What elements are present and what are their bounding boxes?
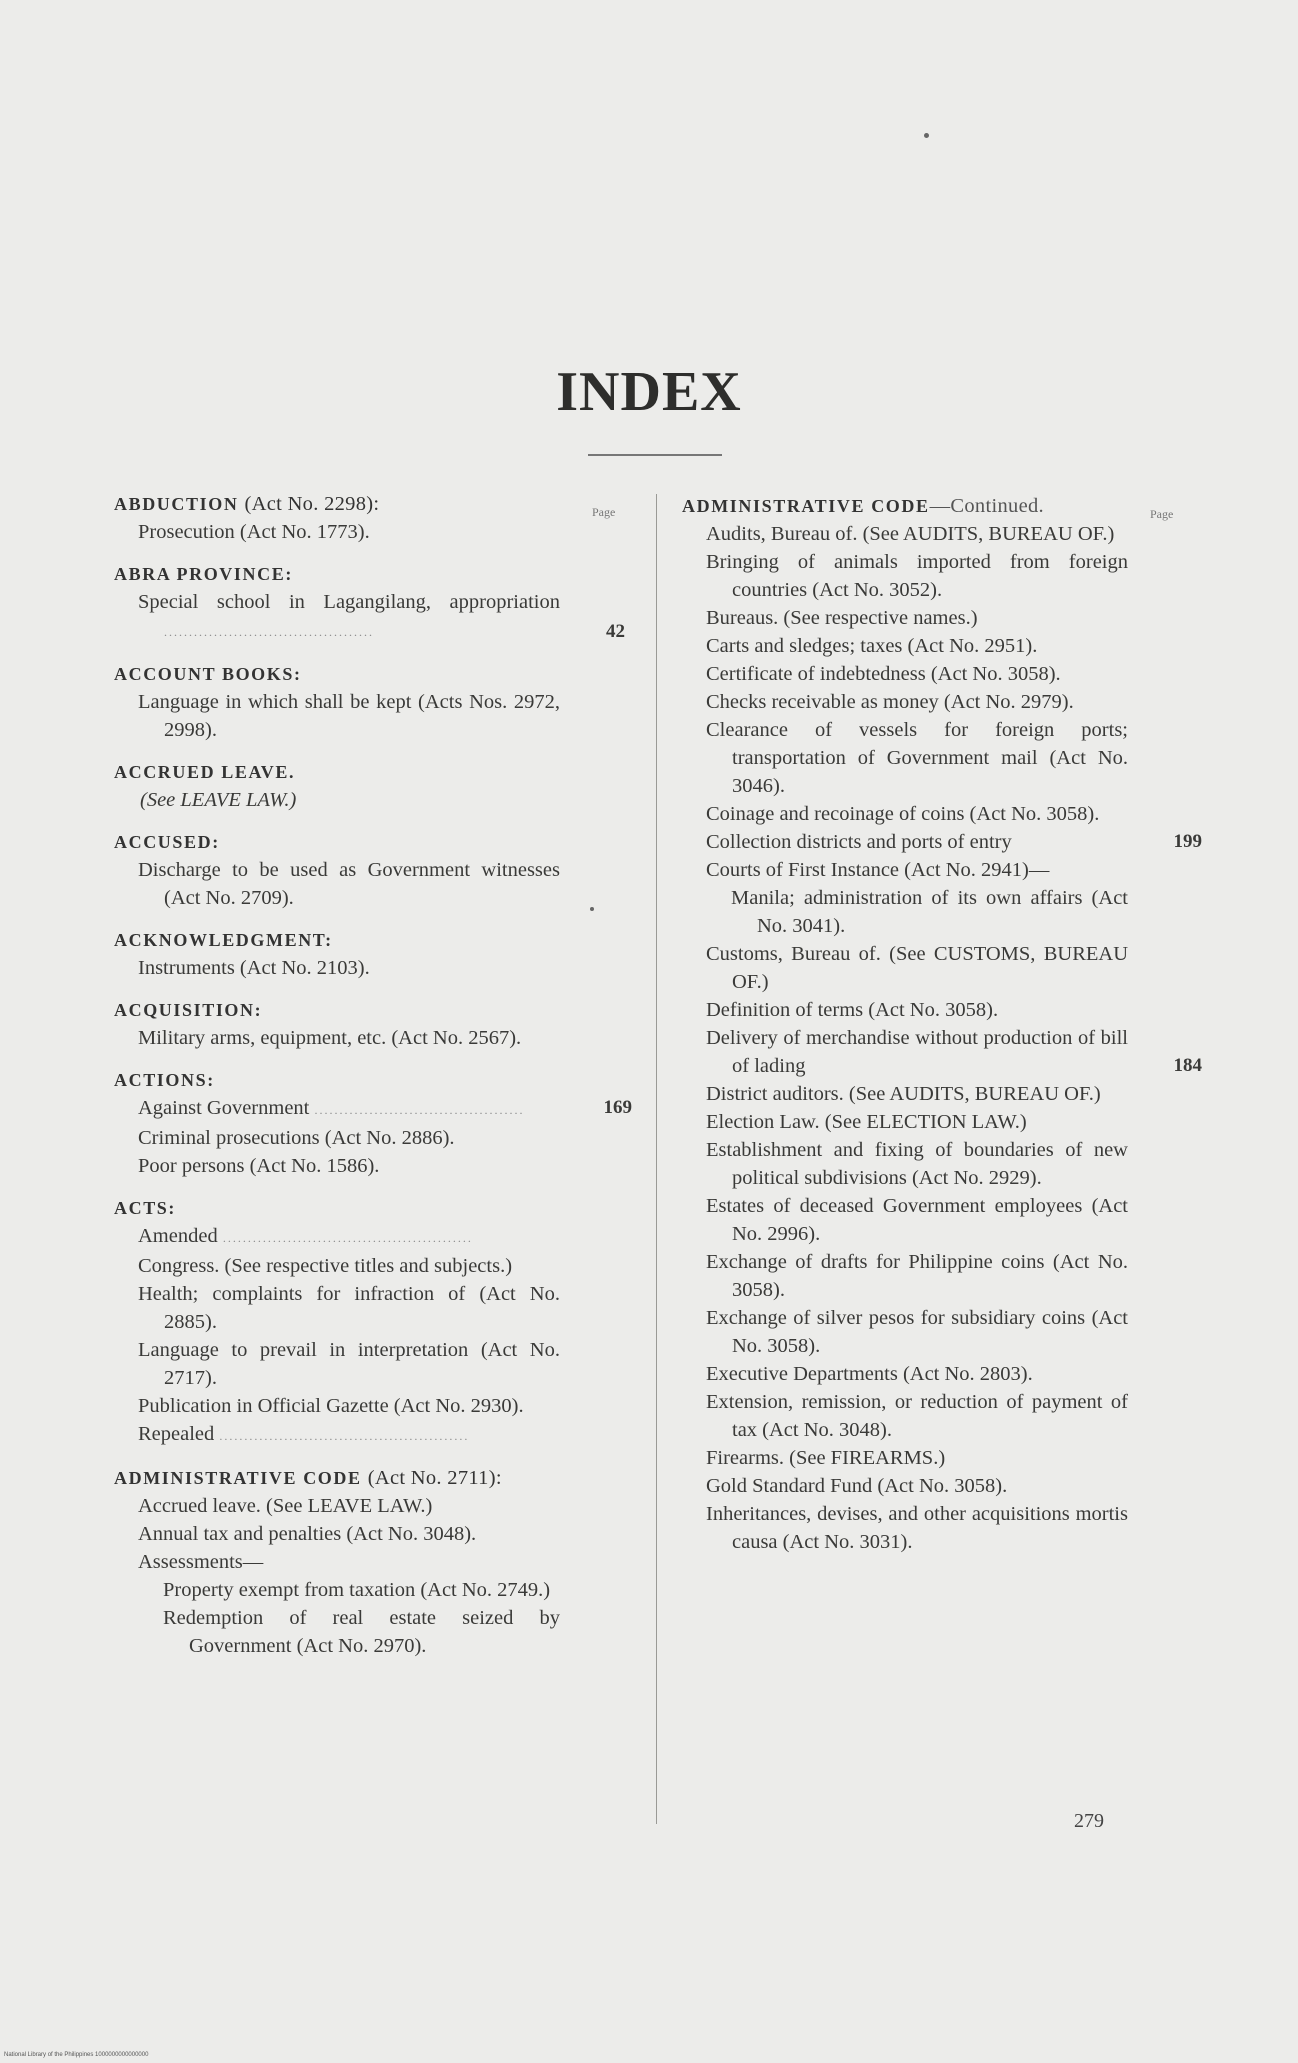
subentry [682,856,1128,884]
page-number: 279 [1074,1810,1104,1832]
subentry-text: Manila; administration of its own affairs (Act No. 3041). [731,887,1128,937]
subentry [682,632,1128,660]
subentry-text: Customs, Bureau of. (See CUSTOMS, BUREAU OF.) [706,943,1128,993]
subentry [682,548,1128,604]
index-entry-acts [114,1194,560,1450]
subentry-text: Estates of deceased Government employees (Act No. 2996). [706,1195,1128,1245]
index-entry-account-books [114,660,560,744]
page-title: INDEX [556,361,742,423]
entry-heading: ACKNOWLEDGMENT: [114,930,333,950]
subentry [114,1222,560,1252]
subentry: Assessments— [138,1551,264,1573]
subentry-text: Exchange of silver pesos for subsidiary coins (Act No. 3058). [706,1307,1128,1357]
subentry-text: Definition of terms (Act No. 3058). [706,999,999,1021]
subentry-text: Amended [138,1225,218,1247]
subentry [682,1192,1128,1248]
subentry: Discharge to be used as Government witnesses (Act No. 2709). [138,859,560,909]
ink-speck [924,133,929,138]
column-divider [656,494,657,1824]
index-entry-abduction [114,490,560,546]
subentry-text: Executive Departments (Act No. 2803). [706,1363,1033,1385]
subentry: Redemption of real estate seized by Government (Act No. 2970). [163,1607,560,1657]
entry-heading-rest: (Act No. 2298): [244,493,380,515]
page-ref: 199 [1173,831,1202,852]
subentry: Health; complaints for infraction of (Act No. 2885). [138,1283,560,1333]
leader-dots: .................................................. [222,1231,473,1245]
subentry: Prosecution (Act No. 1773). [138,521,370,543]
subentry [682,1024,1202,1080]
subentry-text: Delivery of merchandise without production of bill of lading [706,1027,1128,1077]
subentry: Property exempt from taxation (Act No. 2749.) [163,1579,551,1601]
leader-dots: .................................................. [219,1429,470,1443]
entry-heading: ACCOUNT BOOKS: [114,664,302,684]
subentry: Special school in Lagangilang, appropriation .......................................... 42 [138,591,625,642]
entry-heading: ABDUCTION [114,494,239,514]
subentry: Language in which shall be kept (Acts Nos. 2972, 2998). [138,691,560,741]
subentry [682,800,1128,828]
subentry [682,604,1128,632]
cross-reference: (See LEAVE LAW.) [140,789,297,811]
page-column-label-left: Page [592,505,616,519]
subentry [682,940,1128,996]
subentry [682,996,1128,1024]
subentry [682,1500,1128,1556]
entry-heading: ACTS: [114,1198,177,1218]
subentry [682,1388,1128,1444]
entry-heading: ACQUISITION: [114,1000,263,1020]
subentry-text: Carts and sledges; taxes (Act No. 2951). [706,635,1038,657]
subentry [682,1248,1128,1304]
page-column-label-right: Page [1150,507,1174,521]
subentry: Publication in Official Gazette (Act No. 2930). [138,1395,524,1417]
subentry-text: Election Law. (See ELECTION LAW.) [706,1111,1027,1133]
subentry-text: Clearance of vessels for foreign ports; transportation of Government mail (Act No. 3046). [706,719,1128,797]
subentry [682,884,1128,940]
index-entry-acquisition [114,996,560,1052]
subentry [682,520,1128,548]
index-entry-accrued-leave [114,758,560,814]
subentry-text: Courts of First Instance (Act No. 2941)— [706,859,1050,881]
subentry-list [682,520,1202,1556]
index-entry-administrative-code [114,1464,560,1660]
subentry: Language to prevail in interpretation (Act No. 2717). [138,1339,560,1389]
subentry: Congress. (See respective titles and subjects.) [138,1255,513,1277]
entry-heading: ACTIONS: [114,1070,215,1090]
subentry: Criminal prosecutions (Act No. 2886). [138,1127,455,1149]
subentry-text: Establishment and fixing of boundaries of new political subdivisions (Act No. 2929). [706,1139,1128,1189]
subentry-text: Audits, Bureau of. (See AUDITS, BUREAU OF.) [706,523,1115,545]
subentry [682,828,1202,856]
subentry [682,1472,1128,1500]
leader-dots: .......................................... [164,625,374,639]
subentry-text: Collection districts and ports of entry [706,831,1012,853]
subentry-text: Special school in Lagangilang, appropriation [138,591,560,613]
entry-heading: ACCUSED: [114,832,220,852]
entry-heading-rest: —Continued. [929,495,1044,517]
subentry [682,660,1128,688]
subentry: Accrued leave. (See LEAVE LAW.) [138,1495,433,1517]
index-entry-acknowledgment [114,926,560,982]
ink-speck [590,907,594,911]
subentry: Military arms, equipment, etc. (Act No. 2567). [138,1027,522,1049]
subentry-text: Checks receivable as money (Act No. 2979). [706,691,1074,713]
subentry [682,1360,1128,1388]
subentry [682,1136,1128,1192]
subentry [682,716,1128,800]
subentry: Poor persons (Act No. 1586). [138,1155,380,1177]
subentry-text: Firearms. (See FIREARMS.) [706,1447,946,1469]
entry-heading: ADMINISTRATIVE CODE [682,496,930,516]
subentry-text: Against Government [138,1097,310,1119]
subentry-text: Repealed [138,1423,215,1445]
index-entry-actions [114,1066,632,1180]
subentry-text: Certificate of indebtedness (Act No. 3058). [706,663,1061,685]
page-ref: 169 [603,1097,632,1118]
title-rule [588,454,722,456]
entry-heading-rest: (Act No. 2711): [367,1467,502,1489]
subentry-text: Exchange of drafts for Philippine coins (Act No. 3058). [706,1251,1128,1301]
entry-heading: ADMINISTRATIVE CODE [114,1468,362,1488]
footer-credit: National Library of the Philippines 1000000000000000 [4,2052,149,2058]
subentry-text: Coinage and recoinage of coins (Act No. 3058). [706,803,1100,825]
subentry [682,1108,1128,1136]
subentry-text: Extension, remission, or reduction of payment of tax (Act No. 3048). [706,1391,1128,1441]
subentry [682,1304,1128,1360]
subentry-text: Inheritances, devises, and other acquisitions mortis causa (Act No. 3031). [706,1503,1128,1553]
leader-dots: .......................................... [314,1103,525,1117]
subentry [682,1080,1128,1108]
index-entry-abra-province [114,560,625,646]
subentry [114,1094,632,1124]
subentry-text: Bureaus. (See respective names.) [706,607,978,629]
subentry [682,688,1128,716]
subentry [114,1420,560,1450]
subentry-text: District auditors. (See AUDITS, BUREAU OF.) [706,1083,1101,1105]
subentry [682,1444,1128,1472]
entry-heading: ACCRUED LEAVE. [114,762,296,782]
subentry-text: Gold Standard Fund (Act No. 3058). [706,1475,1008,1497]
subentry: Instruments (Act No. 2103). [138,957,370,979]
entry-heading: ABRA PROVINCE: [114,564,293,584]
page-ref: 184 [1173,1055,1202,1076]
subentry-text: Bringing of animals imported from foreign countries (Act No. 3052). [706,551,1128,601]
index-entry-accused [114,828,560,912]
subentry: Annual tax and penalties (Act No. 3048). [138,1523,477,1545]
